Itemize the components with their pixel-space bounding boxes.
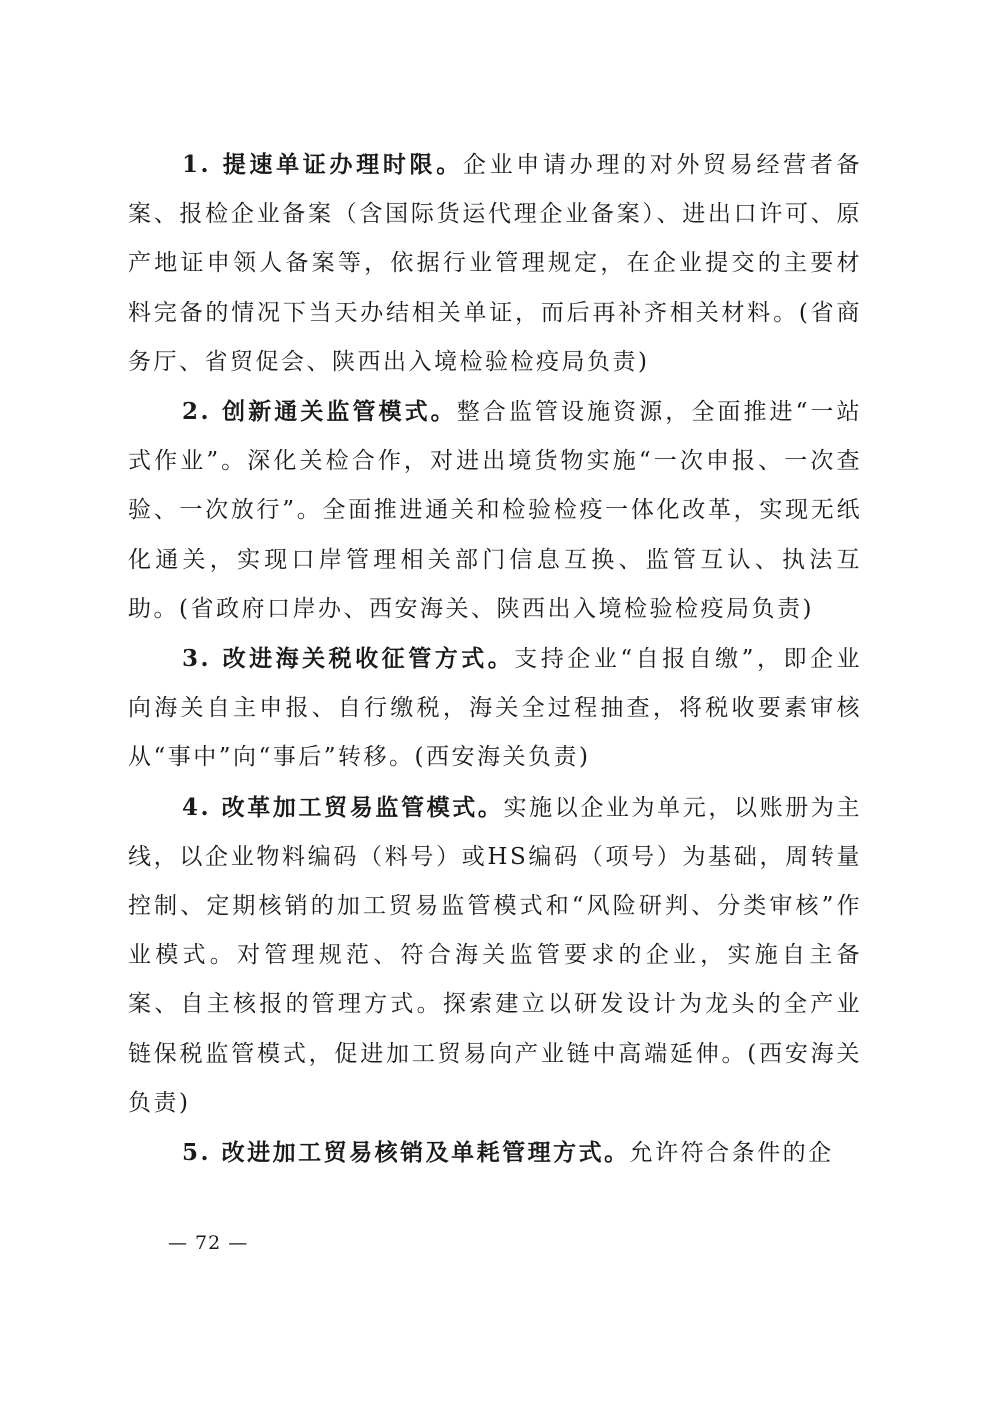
paragraph-4-heading: 4. 改革加工贸易监管模式。 <box>182 793 504 821</box>
document-page <box>128 140 862 1178</box>
page-number: — 72 — <box>168 1232 249 1254</box>
paragraph-1-body: 企业申请办理的对外贸易经营者备案、报检企业备案（含国际货运代理企业备案）、进出口许可、原产地证申领人备案等，依据行业管理规定，在企业提交的主要材料完备的情况下当天办结相关单证，而后再补齐相关材料。(省商务厅、省贸促会、陕西出入境检验检疫局负责) <box>128 152 863 375</box>
paragraph-1-heading: 1. 提速单证办理时限。 <box>182 151 463 178</box>
paragraph-2-body: 整合监管设施资源，全面推进“一站式作业”。深化关检合作，对进出境货物实施“一次申报、一次查验、一次放行”。全面推进通关和检验检疫一体化改革，实现无纸化通关，实现口岸管理相关部门信息互换、监管互认、执法互助。(省政府口岸办、西安海关、陕西出入境检验检疫局负责) <box>128 399 862 622</box>
paragraph-5-body: 允许符合条件的企 <box>629 1140 834 1167</box>
paragraph-2-heading: 2. 创新通关监管模式。 <box>182 398 457 426</box>
paragraph-4-body: 实施以企业为单元，以账册为主线，以企业物料编码（料号）或HS编码（项号）为基础，周转量控制、定期核销的加工贸易监管模式和“风险研判、分类审核”作业模式。对管理规范、符合海关监管要求的企业，实施自主备案、自主核报的管理方式。探索建立以研发设计为龙头的全产业链保税监管模式，促进加工贸易向产业链中高端延伸。(西安海关负责) <box>128 794 862 1116</box>
paragraph-5-heading: 5. 改进加工贸易核销及单耗管理方式。 <box>182 1139 630 1167</box>
paragraph-5 <box>128 1128 862 1178</box>
paragraph-3-heading: 3. 改进海关税收征管方式。 <box>182 645 515 673</box>
paragraph-3-body: 支持企业“自报自缴”，即企业向海关自主申报、自行缴税，海关全过程抽查，将税收要素审核从“事中”向“事后”转移。(西安海关负责) <box>128 646 862 771</box>
paragraph-1 <box>128 140 862 387</box>
paragraph-2 <box>128 387 862 634</box>
paragraph-3 <box>128 634 862 783</box>
paragraph-4 <box>128 783 862 1128</box>
